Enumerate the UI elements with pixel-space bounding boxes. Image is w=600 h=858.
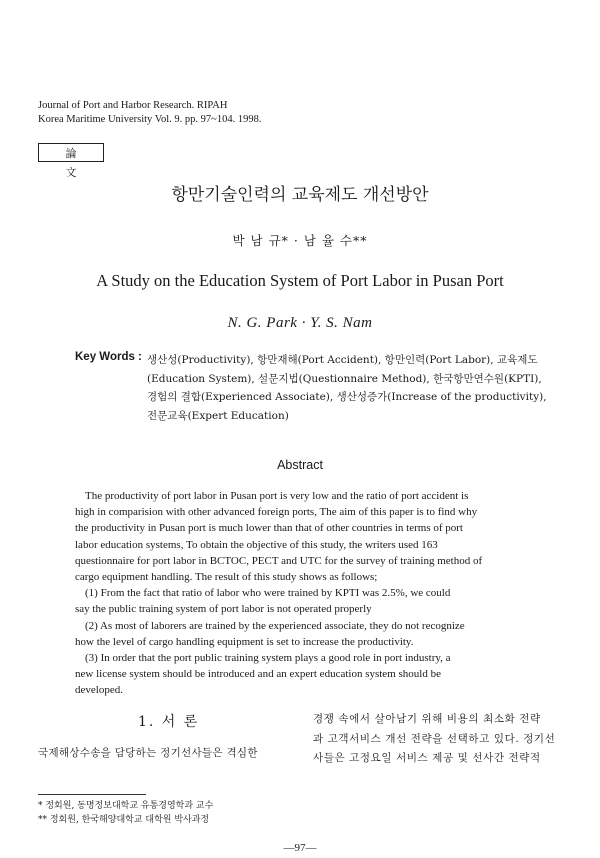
right-column-line: 사들은 고정요일 서비스 제공 및 선사간 전략적 (313, 752, 541, 764)
article-type-box: 論文 (38, 143, 104, 162)
abstract-line: labor education systems, To obtain the objective of this study, the writers used 163 (75, 538, 438, 551)
right-column-line: 과 고객서비스 개선 전략을 선택하고 있다. 정기선 (313, 732, 556, 745)
right-column-text (313, 710, 555, 769)
abstract-line: cargo equipment handling. The result of this study shows as follows; (75, 571, 378, 584)
journal-line-2: Korea Maritime University Vol. 9. pp. 97~104. 1998. (38, 114, 262, 125)
footnote-divider (38, 794, 146, 795)
abstract-line: how the level of cargo handling equipment is set to increase the productivity. (75, 635, 414, 648)
abstract-line: questionnaire for port labor in BCTOC, PECT and UTC for the survey of training method of (75, 554, 483, 567)
abstract-line: (3) In order that the port public training system plays a good role in port industry, a (85, 652, 451, 665)
footnote-2: ** 정회원, 한국해양대학교 대학원 박사과정 (38, 814, 210, 825)
journal-header (38, 99, 261, 127)
english-authors: N. G. Park · Y. S. Nam (227, 315, 373, 331)
keywords-label: Key Words : (75, 351, 142, 363)
right-column-line: 경쟁 속에서 살아남기 위해 비용의 최소화 전략 (313, 713, 541, 725)
footnote-1: * 정회원, 동명정보대학교 유통경영학과 교수 (38, 801, 214, 811)
left-column-text: 국제해상수송을 담당하는 정기선사들은 격심한 (38, 747, 258, 759)
korean-title: 항만기술인력의 교육제도 개선방안 (171, 185, 429, 205)
keywords-line: (Education System), 설문지법(Questionnaire Method), 한국항만연수원(KPTI), (147, 372, 542, 385)
footnotes (38, 800, 213, 827)
abstract-line: high in comparision with other advanced foreign ports, The aim of this paper is to find why (75, 506, 478, 519)
abstract-line: the productivity in Pusan port is much lower than that of other countries in terms of port (75, 522, 463, 535)
page-number: —97— (283, 842, 317, 854)
abstract-line: developed. (75, 684, 123, 697)
keywords-list (147, 351, 547, 425)
abstract-line: (1) From the fact that ratio of labor who were trained by KPTI was 2.5%, we could (85, 587, 451, 600)
section-heading: 1. 서 론 (138, 714, 200, 730)
abstract-line: say the public training system of port labor is not operated properly (75, 603, 372, 616)
abstract-line: new license system should be introduced and an expert education system should be (75, 668, 441, 681)
abstract-body (75, 488, 523, 699)
keywords-line: 전문교육(Expert Education) (147, 409, 289, 422)
abstract-line: (2) As most of laborers are trained by the experienced associate, they do not recognize (85, 619, 465, 632)
abstract-heading: Abstract (277, 458, 323, 472)
abstract-line: The productivity of port labor in Pusan port is very low and the ratio of port accident is (85, 490, 469, 502)
english-title: A Study on the Education System of Port Labor in Pusan Port (96, 271, 504, 290)
journal-line-1: Journal of Port and Harbor Research. RIPAH (38, 100, 228, 111)
keywords-line: 경험의 결합(Experienced Associate), 생산성증가(Increase of the productivity), (147, 391, 547, 403)
keywords-line: 생산성(Productivity), 항만재해(Port Accident), 항만인력(Port Labor), 교육제도 (147, 354, 538, 366)
korean-authors: 박 남 규* · 남 율 수** (232, 233, 368, 248)
